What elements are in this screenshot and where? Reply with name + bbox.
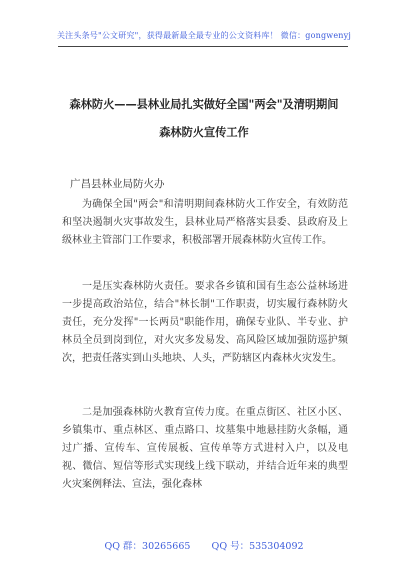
document-title-line-2: 森林防火宣传工作 [159, 126, 249, 139]
footer-contact-text: QQ 群：30265665 QQ 号：535304092 [104, 541, 304, 552]
header-divider [58, 46, 348, 47]
paragraph-intro: 为确保全国"两会"和清明期间森林防火工作安全，有效防范和坚决遏制火灾事故发生，县林业局严格落实县委、县政府及上级林业主管部门工作要求，积极部署开展森林防火宣传工作。 [62, 199, 348, 246]
paragraph-responsibility: 一是压实森林防火责任。要求各乡镇和国有生态公益林场进一步提高政治站位，结合"林长制"工作职责，切实履行森林防火责任，充分发挥"一长两员"职能作用，确保专业队、半专业、护林员全员到岗到位，对火灾多发易发、高风险区域加强防巡护频次，把责任落实到山头地块、人头，严防辖区内森林火灾发生。 [62, 281, 348, 364]
paragraph-publicity: 二是加强森林防火教育宣传力度。在重点街区、社区小区、乡镇集市、重点林区、重点路口、坟墓集中地悬挂防火条幅，通过广播、宣传车、宣传展板、宣传单等方式进村入户，以及电视、微信、短信等形式实现线上线下联动，并结合近年来的典型火灾案例释法、宣法，强化森林 [62, 407, 348, 490]
document-author: 广昌县林业局防火办 [70, 178, 165, 190]
document-title-line-1: 森林防火——县林业局扎实做好全国"两会"及清明期间 [69, 98, 339, 111]
header-promo-text: 关注头条号"公文研究"，获得最新最全最专业的公文资料库！ 微信：gongwenyj [56, 31, 352, 40]
